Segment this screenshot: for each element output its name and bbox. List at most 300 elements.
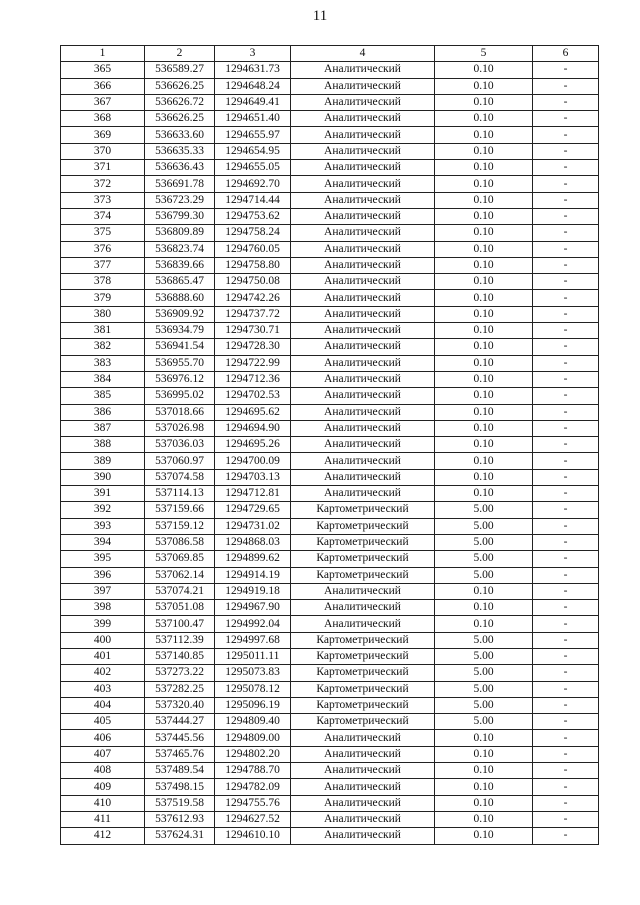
accuracy-cell: 0.10	[435, 371, 533, 387]
point-number-cell: 376	[61, 241, 145, 257]
table-header	[61, 46, 599, 62]
x-coordinate-cell: 536941.54	[145, 339, 215, 355]
y-coordinate-cell: 1294758.24	[215, 225, 291, 241]
point-number-cell: 402	[61, 665, 145, 681]
table-row	[61, 290, 599, 306]
x-coordinate-cell: 536909.92	[145, 306, 215, 322]
column-header-4: 4	[291, 46, 435, 62]
y-coordinate-cell: 1294702.53	[215, 388, 291, 404]
method-cell: Аналитический	[291, 94, 435, 110]
x-coordinate-cell: 537100.47	[145, 616, 215, 632]
x-coordinate-cell: 537159.12	[145, 518, 215, 534]
x-coordinate-cell: 536635.33	[145, 143, 215, 159]
table-row	[61, 714, 599, 730]
method-cell: Аналитический	[291, 437, 435, 453]
point-number-cell: 373	[61, 192, 145, 208]
table-row	[61, 306, 599, 322]
note-cell: -	[533, 290, 599, 306]
table-row	[61, 469, 599, 485]
note-cell: -	[533, 143, 599, 159]
y-coordinate-cell: 1294655.05	[215, 160, 291, 176]
y-coordinate-cell: 1294737.72	[215, 306, 291, 322]
column-header-1: 1	[61, 46, 145, 62]
y-coordinate-cell: 1294729.65	[215, 502, 291, 518]
note-cell: -	[533, 420, 599, 436]
method-cell: Картометрический	[291, 681, 435, 697]
column-header-3: 3	[215, 46, 291, 62]
point-number-cell: 405	[61, 714, 145, 730]
accuracy-cell: 0.10	[435, 486, 533, 502]
method-cell: Аналитический	[291, 746, 435, 762]
method-cell: Аналитический	[291, 62, 435, 78]
method-cell: Картометрический	[291, 534, 435, 550]
table-row	[61, 600, 599, 616]
y-coordinate-cell: 1294712.36	[215, 371, 291, 387]
y-coordinate-cell: 1294809.40	[215, 714, 291, 730]
method-cell: Аналитический	[291, 257, 435, 273]
table-row	[61, 632, 599, 648]
method-cell: Картометрический	[291, 567, 435, 583]
table-row	[61, 811, 599, 827]
accuracy-cell: 5.00	[435, 665, 533, 681]
y-coordinate-cell: 1294728.30	[215, 339, 291, 355]
table-row	[61, 746, 599, 762]
y-coordinate-cell: 1295011.11	[215, 648, 291, 664]
y-coordinate-cell: 1294809.00	[215, 730, 291, 746]
table-row	[61, 616, 599, 632]
y-coordinate-cell: 1294742.26	[215, 290, 291, 306]
point-number-cell: 369	[61, 127, 145, 143]
y-coordinate-cell: 1294730.71	[215, 323, 291, 339]
accuracy-cell: 0.10	[435, 94, 533, 110]
accuracy-cell: 0.10	[435, 730, 533, 746]
coordinates-table	[60, 45, 599, 845]
table-row	[61, 143, 599, 159]
accuracy-cell: 0.10	[435, 290, 533, 306]
y-coordinate-cell: 1294692.70	[215, 176, 291, 192]
accuracy-cell: 0.10	[435, 388, 533, 404]
y-coordinate-cell: 1295073.83	[215, 665, 291, 681]
accuracy-cell: 0.10	[435, 763, 533, 779]
x-coordinate-cell: 536636.43	[145, 160, 215, 176]
y-coordinate-cell: 1294899.62	[215, 551, 291, 567]
method-cell: Аналитический	[291, 127, 435, 143]
table-row	[61, 388, 599, 404]
y-coordinate-cell: 1294651.40	[215, 111, 291, 127]
accuracy-cell: 0.10	[435, 127, 533, 143]
point-number-cell: 408	[61, 763, 145, 779]
point-number-cell: 368	[61, 111, 145, 127]
note-cell: -	[533, 518, 599, 534]
point-number-cell: 382	[61, 339, 145, 355]
accuracy-cell: 5.00	[435, 502, 533, 518]
accuracy-cell: 5.00	[435, 534, 533, 550]
x-coordinate-cell: 536976.12	[145, 371, 215, 387]
method-cell: Аналитический	[291, 616, 435, 632]
note-cell: -	[533, 225, 599, 241]
accuracy-cell: 5.00	[435, 714, 533, 730]
x-coordinate-cell: 537036.03	[145, 437, 215, 453]
point-number-cell: 396	[61, 567, 145, 583]
point-number-cell: 407	[61, 746, 145, 762]
method-cell: Аналитический	[291, 730, 435, 746]
note-cell: -	[533, 62, 599, 78]
note-cell: -	[533, 453, 599, 469]
table-row	[61, 127, 599, 143]
y-coordinate-cell: 1294753.62	[215, 208, 291, 224]
note-cell: -	[533, 208, 599, 224]
y-coordinate-cell: 1294714.44	[215, 192, 291, 208]
y-coordinate-cell: 1295078.12	[215, 681, 291, 697]
accuracy-cell: 0.10	[435, 616, 533, 632]
method-cell: Аналитический	[291, 339, 435, 355]
accuracy-cell: 5.00	[435, 697, 533, 713]
method-cell: Аналитический	[291, 388, 435, 404]
accuracy-cell: 0.10	[435, 828, 533, 844]
point-number-cell: 375	[61, 225, 145, 241]
y-coordinate-cell: 1294703.13	[215, 469, 291, 485]
y-coordinate-cell: 1294919.18	[215, 583, 291, 599]
accuracy-cell: 0.10	[435, 355, 533, 371]
method-cell: Аналитический	[291, 306, 435, 322]
note-cell: -	[533, 730, 599, 746]
accuracy-cell: 0.10	[435, 404, 533, 420]
accuracy-cell: 0.10	[435, 583, 533, 599]
y-coordinate-cell: 1294722.99	[215, 355, 291, 371]
note-cell: -	[533, 111, 599, 127]
note-cell: -	[533, 323, 599, 339]
x-coordinate-cell: 536799.30	[145, 208, 215, 224]
column-header-5: 5	[435, 46, 533, 62]
table-row	[61, 78, 599, 94]
x-coordinate-cell: 536839.66	[145, 257, 215, 273]
point-number-cell: 400	[61, 632, 145, 648]
point-number-cell: 388	[61, 437, 145, 453]
method-cell: Картометрический	[291, 714, 435, 730]
y-coordinate-cell: 1294782.09	[215, 779, 291, 795]
table-row	[61, 730, 599, 746]
note-cell: -	[533, 681, 599, 697]
table-row	[61, 111, 599, 127]
x-coordinate-cell: 537282.25	[145, 681, 215, 697]
note-cell: -	[533, 257, 599, 273]
y-coordinate-cell: 1294695.62	[215, 404, 291, 420]
point-number-cell: 392	[61, 502, 145, 518]
note-cell: -	[533, 437, 599, 453]
table-row	[61, 241, 599, 257]
table-row	[61, 534, 599, 550]
accuracy-cell: 0.10	[435, 208, 533, 224]
x-coordinate-cell: 537273.22	[145, 665, 215, 681]
note-cell: -	[533, 241, 599, 257]
point-number-cell: 370	[61, 143, 145, 159]
table-row	[61, 648, 599, 664]
point-number-cell: 412	[61, 828, 145, 844]
accuracy-cell: 0.10	[435, 143, 533, 159]
y-coordinate-cell: 1294755.76	[215, 795, 291, 811]
point-number-cell: 371	[61, 160, 145, 176]
table-row	[61, 681, 599, 697]
method-cell: Картометрический	[291, 551, 435, 567]
table-row	[61, 192, 599, 208]
note-cell: -	[533, 486, 599, 502]
method-cell: Картометрический	[291, 648, 435, 664]
method-cell: Аналитический	[291, 208, 435, 224]
accuracy-cell: 5.00	[435, 518, 533, 534]
accuracy-cell: 0.10	[435, 241, 533, 257]
method-cell: Аналитический	[291, 241, 435, 257]
table-row	[61, 567, 599, 583]
point-number-cell: 387	[61, 420, 145, 436]
x-coordinate-cell: 537444.27	[145, 714, 215, 730]
method-cell: Аналитический	[291, 355, 435, 371]
point-number-cell: 379	[61, 290, 145, 306]
note-cell: -	[533, 127, 599, 143]
point-number-cell: 404	[61, 697, 145, 713]
point-number-cell: 406	[61, 730, 145, 746]
accuracy-cell: 0.10	[435, 795, 533, 811]
column-header-6: 6	[533, 46, 599, 62]
point-number-cell: 383	[61, 355, 145, 371]
point-number-cell: 378	[61, 274, 145, 290]
accuracy-cell: 0.10	[435, 160, 533, 176]
table-row	[61, 551, 599, 567]
table-row	[61, 225, 599, 241]
note-cell: -	[533, 763, 599, 779]
point-number-cell: 393	[61, 518, 145, 534]
accuracy-cell: 0.10	[435, 339, 533, 355]
y-coordinate-cell: 1295096.19	[215, 697, 291, 713]
note-cell: -	[533, 78, 599, 94]
x-coordinate-cell: 537112.39	[145, 632, 215, 648]
x-coordinate-cell: 536589.27	[145, 62, 215, 78]
accuracy-cell: 0.10	[435, 811, 533, 827]
point-number-cell: 403	[61, 681, 145, 697]
accuracy-cell: 0.10	[435, 225, 533, 241]
x-coordinate-cell: 536955.70	[145, 355, 215, 371]
note-cell: -	[533, 192, 599, 208]
y-coordinate-cell: 1294868.03	[215, 534, 291, 550]
page-number: 11	[312, 8, 328, 24]
point-number-cell: 394	[61, 534, 145, 550]
note-cell: -	[533, 811, 599, 827]
point-number-cell: 399	[61, 616, 145, 632]
y-coordinate-cell: 1294758.80	[215, 257, 291, 273]
note-cell: -	[533, 583, 599, 599]
table-row	[61, 453, 599, 469]
method-cell: Аналитический	[291, 371, 435, 387]
column-header-2: 2	[145, 46, 215, 62]
point-number-cell: 401	[61, 648, 145, 664]
method-cell: Аналитический	[291, 274, 435, 290]
x-coordinate-cell: 536626.25	[145, 78, 215, 94]
table-row	[61, 665, 599, 681]
x-coordinate-cell: 537018.66	[145, 404, 215, 420]
point-number-cell: 374	[61, 208, 145, 224]
method-cell: Аналитический	[291, 779, 435, 795]
x-coordinate-cell: 537465.76	[145, 746, 215, 762]
y-coordinate-cell: 1294712.81	[215, 486, 291, 502]
note-cell: -	[533, 648, 599, 664]
note-cell: -	[533, 795, 599, 811]
accuracy-cell: 0.10	[435, 78, 533, 94]
x-coordinate-cell: 537114.13	[145, 486, 215, 502]
y-coordinate-cell: 1294695.26	[215, 437, 291, 453]
table-row	[61, 323, 599, 339]
table-row	[61, 371, 599, 387]
table-row	[61, 176, 599, 192]
table-row	[61, 404, 599, 420]
table-row	[61, 779, 599, 795]
x-coordinate-cell: 537086.58	[145, 534, 215, 550]
x-coordinate-cell: 537069.85	[145, 551, 215, 567]
accuracy-cell: 0.10	[435, 257, 533, 273]
table-row	[61, 502, 599, 518]
point-number-cell: 395	[61, 551, 145, 567]
x-coordinate-cell: 537612.93	[145, 811, 215, 827]
x-coordinate-cell: 537489.54	[145, 763, 215, 779]
point-number-cell: 365	[61, 62, 145, 78]
point-number-cell: 367	[61, 94, 145, 110]
x-coordinate-cell: 537026.98	[145, 420, 215, 436]
accuracy-cell: 0.10	[435, 176, 533, 192]
x-coordinate-cell: 537519.58	[145, 795, 215, 811]
accuracy-cell: 0.10	[435, 62, 533, 78]
method-cell: Аналитический	[291, 192, 435, 208]
note-cell: -	[533, 714, 599, 730]
accuracy-cell: 0.10	[435, 306, 533, 322]
method-cell: Аналитический	[291, 176, 435, 192]
method-cell: Аналитический	[291, 225, 435, 241]
table-row	[61, 437, 599, 453]
method-cell: Аналитический	[291, 143, 435, 159]
point-number-cell: 380	[61, 306, 145, 322]
method-cell: Аналитический	[291, 323, 435, 339]
table-row	[61, 339, 599, 355]
y-coordinate-cell: 1294997.68	[215, 632, 291, 648]
point-number-cell: 391	[61, 486, 145, 502]
point-number-cell: 372	[61, 176, 145, 192]
note-cell: -	[533, 746, 599, 762]
point-number-cell: 381	[61, 323, 145, 339]
note-cell: -	[533, 404, 599, 420]
y-coordinate-cell: 1294627.52	[215, 811, 291, 827]
method-cell: Аналитический	[291, 160, 435, 176]
method-cell: Аналитический	[291, 290, 435, 306]
y-coordinate-cell: 1294654.95	[215, 143, 291, 159]
x-coordinate-cell: 536888.60	[145, 290, 215, 306]
note-cell: -	[533, 697, 599, 713]
note-cell: -	[533, 534, 599, 550]
method-cell: Аналитический	[291, 828, 435, 844]
note-cell: -	[533, 502, 599, 518]
point-number-cell: 397	[61, 583, 145, 599]
accuracy-cell: 0.10	[435, 746, 533, 762]
accuracy-cell: 5.00	[435, 551, 533, 567]
x-coordinate-cell: 536995.02	[145, 388, 215, 404]
x-coordinate-cell: 537159.66	[145, 502, 215, 518]
x-coordinate-cell: 536809.89	[145, 225, 215, 241]
y-coordinate-cell: 1294788.70	[215, 763, 291, 779]
method-cell: Картометрический	[291, 697, 435, 713]
x-coordinate-cell: 537140.85	[145, 648, 215, 664]
note-cell: -	[533, 469, 599, 485]
table-row	[61, 257, 599, 273]
y-coordinate-cell: 1294655.97	[215, 127, 291, 143]
y-coordinate-cell: 1294802.20	[215, 746, 291, 762]
table-row	[61, 828, 599, 844]
note-cell: -	[533, 274, 599, 290]
note-cell: -	[533, 616, 599, 632]
method-cell: Аналитический	[291, 404, 435, 420]
method-cell: Аналитический	[291, 583, 435, 599]
accuracy-cell: 0.10	[435, 469, 533, 485]
x-coordinate-cell: 536626.72	[145, 94, 215, 110]
note-cell: -	[533, 828, 599, 844]
y-coordinate-cell: 1294760.05	[215, 241, 291, 257]
x-coordinate-cell: 536626.25	[145, 111, 215, 127]
x-coordinate-cell: 537498.15	[145, 779, 215, 795]
x-coordinate-cell: 536934.79	[145, 323, 215, 339]
point-number-cell: 410	[61, 795, 145, 811]
x-coordinate-cell: 536823.74	[145, 241, 215, 257]
point-number-cell: 385	[61, 388, 145, 404]
x-coordinate-cell: 537051.08	[145, 600, 215, 616]
note-cell: -	[533, 355, 599, 371]
accuracy-cell: 0.10	[435, 600, 533, 616]
accuracy-cell: 0.10	[435, 437, 533, 453]
table-row	[61, 274, 599, 290]
table-row	[61, 94, 599, 110]
point-number-cell: 389	[61, 453, 145, 469]
x-coordinate-cell: 536723.29	[145, 192, 215, 208]
table-row	[61, 355, 599, 371]
table-row	[61, 486, 599, 502]
note-cell: -	[533, 551, 599, 567]
x-coordinate-cell: 537074.21	[145, 583, 215, 599]
note-cell: -	[533, 160, 599, 176]
note-cell: -	[533, 94, 599, 110]
accuracy-cell: 0.10	[435, 453, 533, 469]
method-cell: Аналитический	[291, 420, 435, 436]
accuracy-cell: 0.10	[435, 192, 533, 208]
accuracy-cell: 5.00	[435, 567, 533, 583]
point-number-cell: 386	[61, 404, 145, 420]
note-cell: -	[533, 665, 599, 681]
point-number-cell: 409	[61, 779, 145, 795]
table-body	[61, 62, 599, 844]
note-cell: -	[533, 388, 599, 404]
accuracy-cell: 5.00	[435, 681, 533, 697]
method-cell: Аналитический	[291, 486, 435, 502]
method-cell: Аналитический	[291, 78, 435, 94]
table-row	[61, 795, 599, 811]
y-coordinate-cell: 1294914.19	[215, 567, 291, 583]
x-coordinate-cell: 536691.78	[145, 176, 215, 192]
y-coordinate-cell: 1294967.90	[215, 600, 291, 616]
note-cell: -	[533, 779, 599, 795]
note-cell: -	[533, 176, 599, 192]
table-row	[61, 420, 599, 436]
method-cell: Аналитический	[291, 763, 435, 779]
x-coordinate-cell: 537624.31	[145, 828, 215, 844]
point-number-cell: 366	[61, 78, 145, 94]
y-coordinate-cell: 1294648.24	[215, 78, 291, 94]
x-coordinate-cell: 537062.14	[145, 567, 215, 583]
x-coordinate-cell: 537060.97	[145, 453, 215, 469]
accuracy-cell: 5.00	[435, 632, 533, 648]
accuracy-cell: 0.10	[435, 111, 533, 127]
